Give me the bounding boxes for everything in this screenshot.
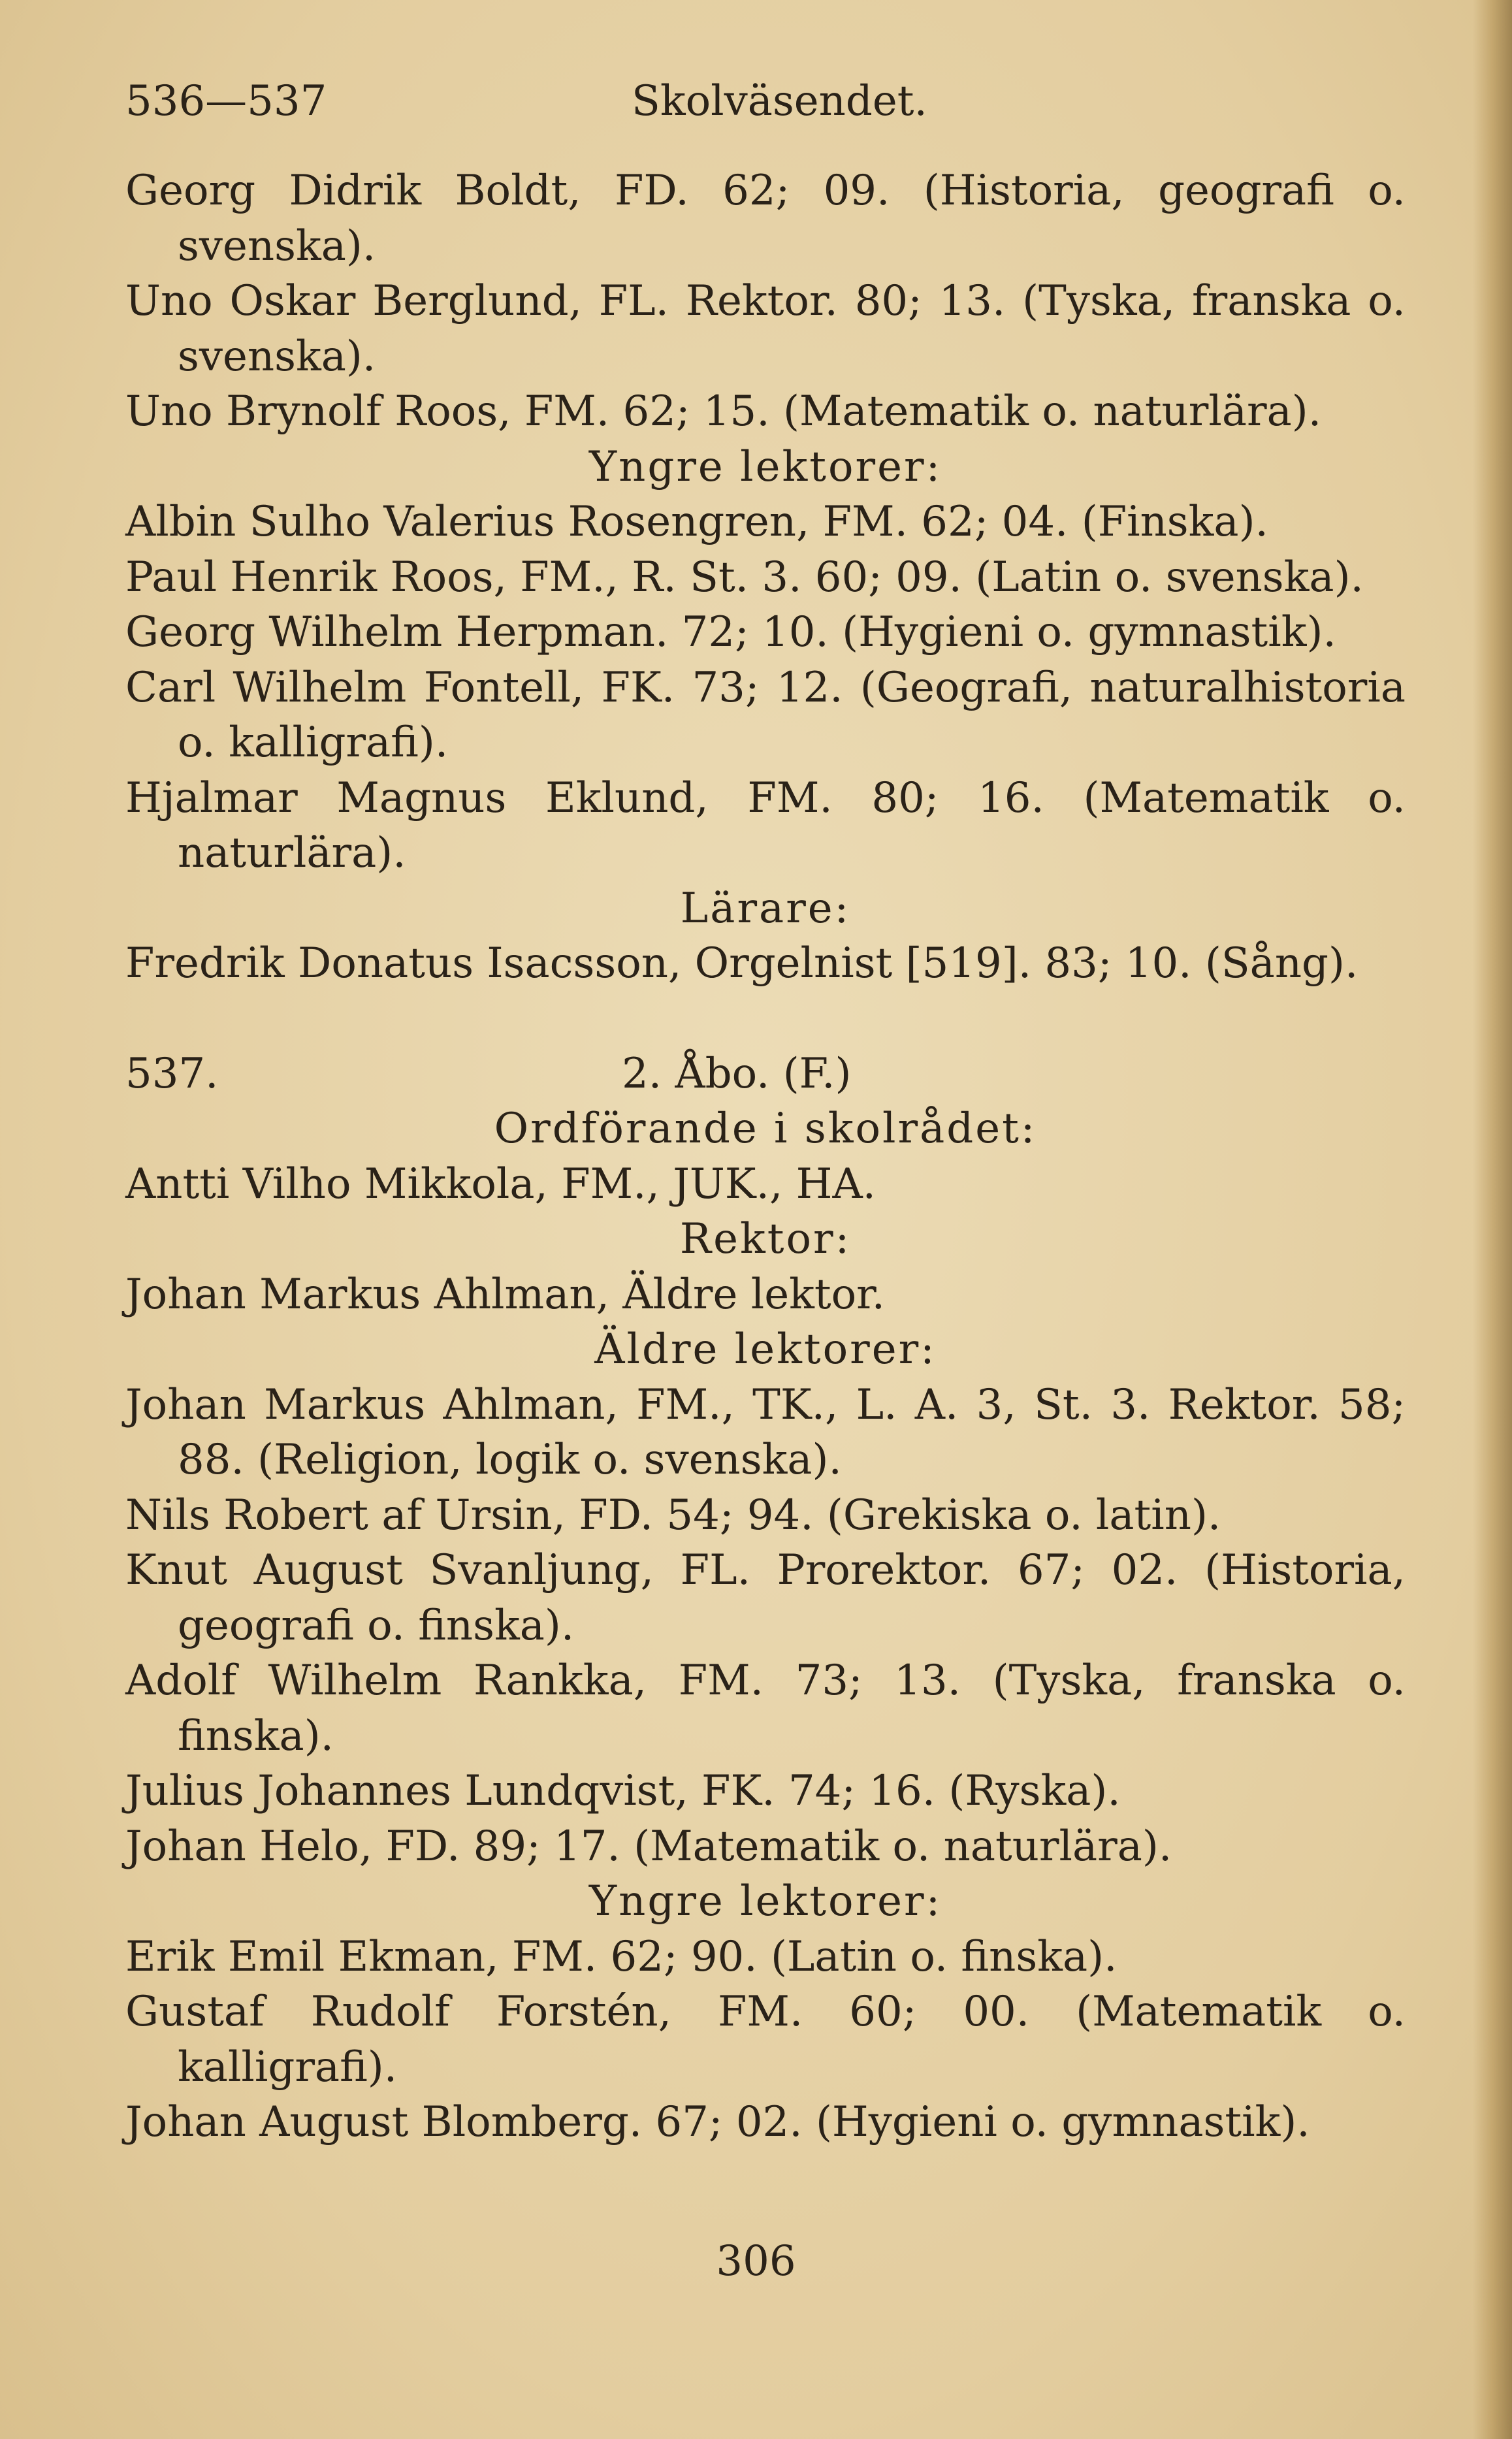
staff-entry: Carl Wilhelm Fontell, FK. 73; 12. (Geografi, naturalhistoria o. kalligrafi).: [125, 663, 1406, 767]
staff-entry: Nils Robert af Ursin, FD. 54; 94. (Grekiska o. latin).: [125, 1491, 1221, 1540]
staff-entry: Georg Wilhelm Herpman. 72; 10. (Hygieni o. gymnastik).: [125, 608, 1336, 656]
rektor-heading: Rektor:: [679, 1215, 852, 1263]
staff-entry: Erik Emil Ekman, FM. 62; 90. (Latin o. finska).: [125, 1932, 1118, 1981]
staff-entry: Adolf Wilhelm Rankka, FM. 73; 13. (Tyska, franska o. finska).: [125, 1656, 1406, 1760]
header-section-title: Skolväsendet.: [632, 77, 927, 125]
yngre-lektorer-heading: Yngre lektorer:: [588, 1877, 942, 1926]
school-number: 537.: [125, 1049, 219, 1098]
yngre-lektorer-heading: Yngre lektorer:: [588, 442, 942, 491]
staff-entry: Albin Sulho Valerius Rosengren, FM. 62; 04. (Finska).: [125, 498, 1268, 546]
staff-entry: Antti Vilho Mikkola, FM., JUK., HA.: [125, 1159, 876, 1208]
larare-heading: Lärare:: [680, 884, 851, 933]
staff-entry: Uno Brynolf Roos, FM. 62; 15. (Matematik o. naturlära).: [125, 387, 1322, 436]
header-page-range: 536—537: [125, 77, 327, 125]
page-number: 306: [716, 2237, 796, 2286]
staff-entry: Johan Helo, FD. 89; 17. (Matematik o. naturlära).: [125, 1822, 1172, 1871]
staff-entry: Uno Oskar Berglund, FL. Rektor. 80; 13. (Tyska, franska o. svenska).: [125, 277, 1406, 381]
school-536-staff: [125, 163, 1406, 992]
staff-entry: Paul Henrik Roos, FM., R. St. 3. 60; 09. (Latin o. svenska).: [125, 553, 1364, 602]
staff-entry: Johan Markus Ahlman, Äldre lektor.: [125, 1270, 885, 1319]
school-537: [125, 1046, 1406, 2150]
staff-entry: Georg Didrik Boldt, FD. 62; 09. (Historia, geografi o. svenska).: [125, 167, 1406, 270]
staff-entry: Johan Markus Ahlman, FM., TK., L. A. 3, St. 3. Rektor. 58; 88. (Religion, logik o. svenska).: [125, 1380, 1406, 1484]
book-page: [125, 65, 1406, 2150]
staff-entry: Fredrik Donatus Isacsson, Orgelnist [519]. 83; 10. (Sång).: [125, 939, 1359, 988]
page-edge-shadow: [1473, 0, 1512, 2439]
staff-entry: Johan August Blomberg. 67; 02. (Hygieni o. gymnastik).: [125, 2098, 1310, 2146]
ordforande-heading: Ordförande i skolrådet:: [494, 1105, 1037, 1153]
school-heading: [125, 1046, 1406, 1102]
school-name: 2. Åbo. (F.): [622, 1049, 852, 1098]
staff-entry: Knut August Svanljung, FL. Prorektor. 67; 02. (Historia, geografi o. finska).: [125, 1546, 1406, 1650]
staff-entry: Julius Johannes Lundqvist, FK. 74; 16. (Ryska).: [125, 1767, 1121, 1815]
running-header: [125, 65, 1406, 137]
page-body: [125, 163, 1406, 2150]
aldre-lektorer-heading: Äldre lektorer:: [594, 1325, 937, 1374]
staff-entry: Hjalmar Magnus Eklund, FM. 80; 16. (Matematik o. naturlära).: [125, 773, 1406, 877]
staff-entry: Gustaf Rudolf Forstén, FM. 60; 00. (Matematik o. kalligrafi).: [125, 1988, 1406, 2092]
